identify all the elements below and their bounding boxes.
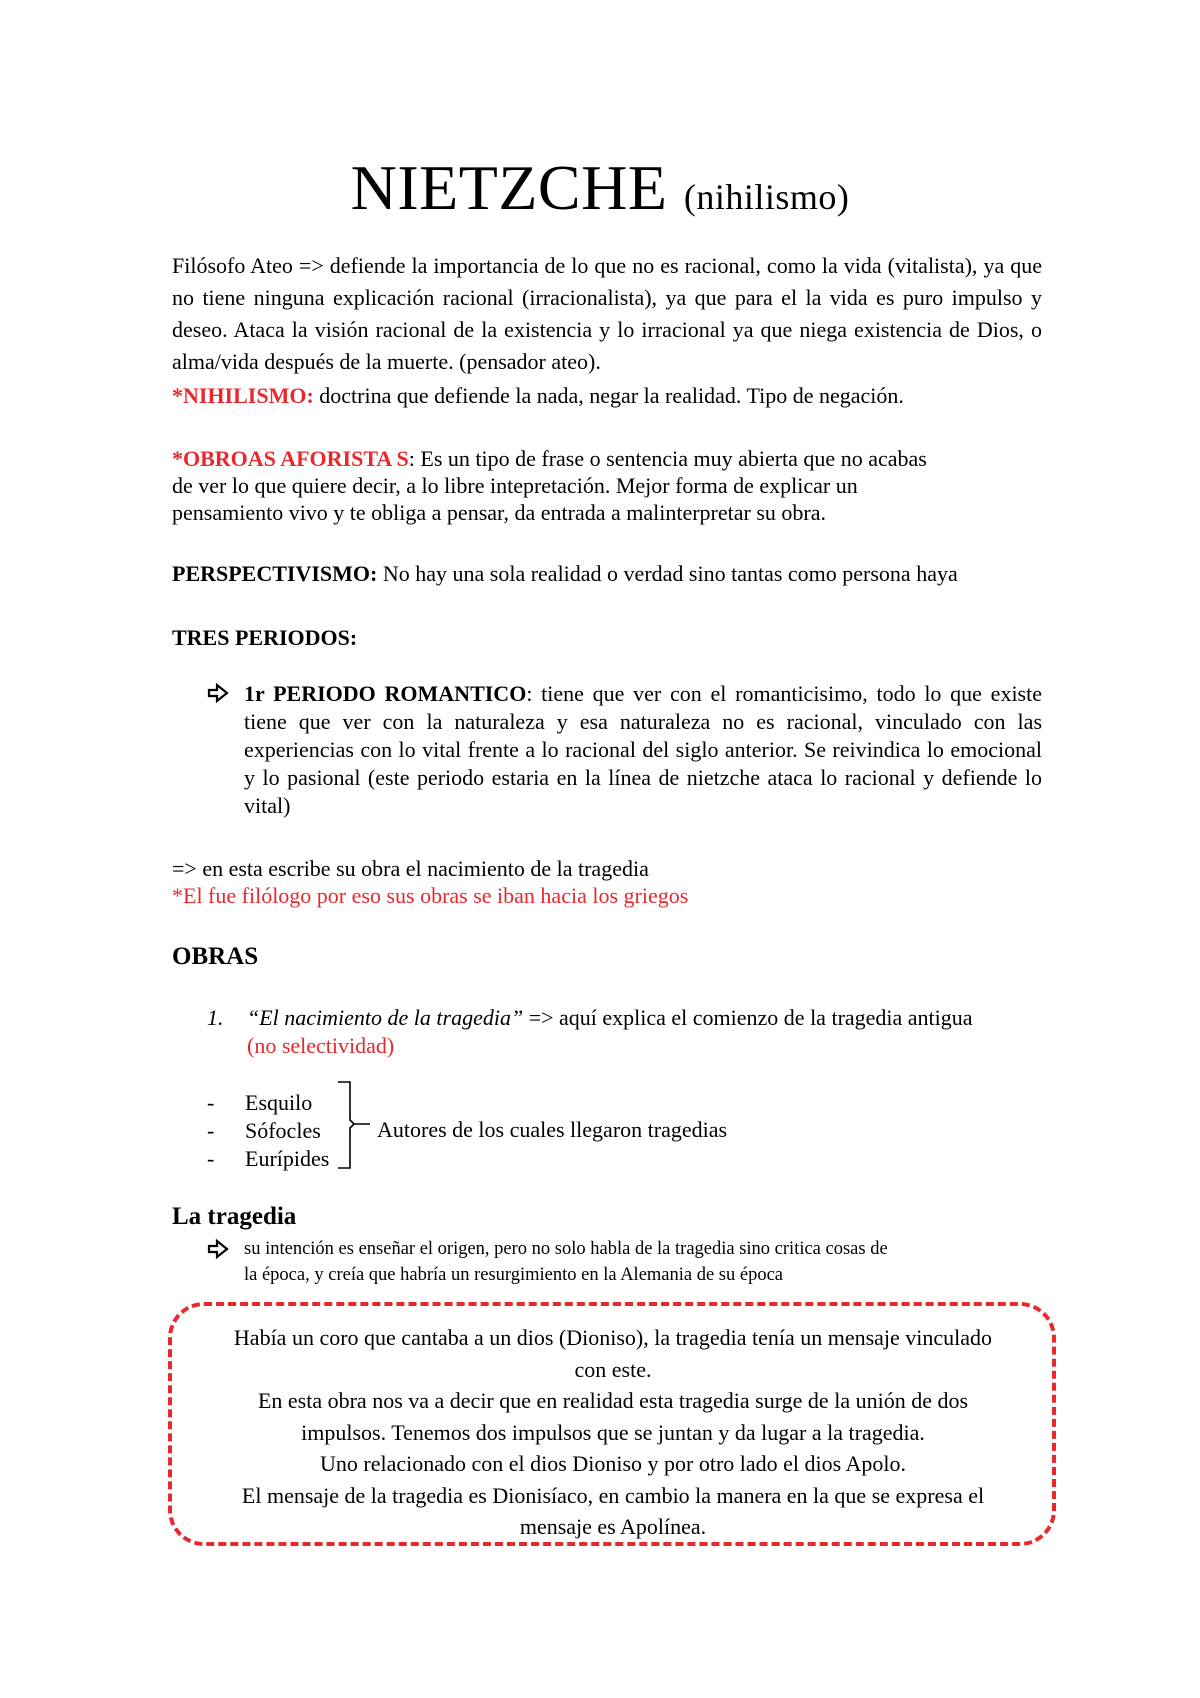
obra-1-note: (no selectividad) <box>247 1033 395 1058</box>
hollow-right-arrow-icon <box>207 682 229 704</box>
nihilismo-text: doctrina que defiende la nada, negar la realidad. Tipo de negación. <box>313 383 904 408</box>
aforismos-line-1: : Es un tipo de frase o sentencia muy abierta que no acabas <box>408 446 927 471</box>
box-line: Había un coro que cantaba a un dios (Dioniso), la tragedia tenía un mensaje vinculado <box>233 1325 993 1350</box>
nihilismo-definition <box>172 382 904 410</box>
box-line: con este. <box>574 1356 652 1382</box>
page-title <box>0 148 1200 237</box>
box-line: El mensaje de la tragedia es Dionisíaco, en cambio la manera en la que se expresa el <box>241 1482 985 1508</box>
periodo-1-item <box>207 680 1042 820</box>
obra-1-title: “El nacimiento de la tragedia” <box>247 1005 524 1030</box>
aforismos-line-3: pensamiento vivo y te obliga a pensar, da entrada a malinterpretar su obra. <box>172 500 826 525</box>
autores-label: Autores de los cuales llegaron tragedias <box>377 1117 728 1142</box>
nacimiento-note: => en esta escribe su obra el nacimiento de la tragedia <box>172 856 649 881</box>
tragedia-heading: La tragedia <box>172 1203 297 1230</box>
autor-esquilo: Esquilo <box>245 1090 313 1115</box>
nihilismo-term: *NIHILISMO: <box>172 383 314 408</box>
tragedia-line-1: su intención es enseñar el origen, pero no solo habla de la tragedia sino critica cosas de <box>244 1239 888 1259</box>
perspectivismo-definition <box>172 560 958 588</box>
obra-1-number: 1. <box>207 1005 224 1030</box>
perspectivismo-text: No hay una sola realidad o verdad sino tantas como persona haya <box>377 561 958 586</box>
aforismos-line-2: de ver lo que quiere decir, a lo libre intepretación. Mejor forma de explicar un <box>172 473 858 498</box>
obra-1-text: => aquí explica el comienzo de la tragedia antigua <box>523 1005 973 1030</box>
obra-1-item <box>207 1004 1047 1060</box>
autor-sofocles: Sófocles <box>245 1118 321 1143</box>
right-brace-icon <box>336 1080 372 1172</box>
title-subtitle: (nihilismo) <box>683 177 850 217</box>
highlight-box-text <box>178 1322 1048 1543</box>
intro-paragraph: Filósofo Ateo => defiende la importancia de lo que no es racional, como la vida (vitalista), ya que no tiene ninguna explicación racional (irracionalista), ya que para el la vida es puro impulso y deseo. Ataca la visión racional de la existencia y lo irracional ya que niega existencia de Dios, o alma/vida después de la muerte. (pensador ateo). <box>172 253 1042 374</box>
filologo-note: *El fue filólogo por eso sus obras se iban hacia los griegos <box>172 883 689 908</box>
obras-heading: OBRAS <box>172 943 259 970</box>
box-line: En esta obra nos va a decir que en realidad esta tragedia surge de la unión de dos <box>257 1388 969 1413</box>
tragedia-line-2: la época, y creía que habría un resurgimiento en la Alemania de su época <box>244 1265 784 1285</box>
perspectivismo-term: PERSPECTIVISMO: <box>172 561 378 586</box>
title-main: NIETZCHE <box>350 152 668 223</box>
autor-euripides: Eurípides <box>245 1146 330 1171</box>
hollow-right-arrow-icon <box>207 1238 229 1260</box>
aforismos-term: *OBROAS AFORISTA S <box>172 446 409 471</box>
box-line: impulsos. Tenemos dos impulsos que se juntan y da lugar a la tragedia. <box>301 1419 925 1445</box>
periodos-heading: TRES PERIODOS: <box>172 625 358 650</box>
box-line: mensaje es Apolínea. <box>519 1514 707 1539</box>
periodo-1-term: 1r PERIODO ROMANTICO <box>244 681 527 706</box>
periodo-1-text: : tiene que ver con el romanticisimo, todo lo que existe tiene que ver con la naturaleza y esa naturaleza no es racional, vinculado con las experiencias con lo vital frente a lo racional del siglo anterior. Se reivindica lo emocional y lo pasional (este periodo estaria en la línea de nietzche ataca lo racional y defiende lo vital) <box>244 681 1042 818</box>
tragedia-item <box>207 1236 1037 1288</box>
box-line: Uno relacionado con el dios Dioniso y por otro lado el dios Apolo. <box>320 1451 906 1476</box>
document-page: NIETZCHE (nihilismo) Filósofo Ateo => defiende la importancia de lo que no es racional, como la vida (vitalista), ya que no tiene ninguna explicación racional (irracionalista), ya que para el la vida es puro impulso y deseo. Ataca la visión racional de la existencia y lo irracional ya que niega existencia de Dios, o alma/vida después de la muerte. (pensador ateo). *NIHILISMO: doctrina que defiende la nada, negar la realidad. Tipo de negación. *OBROAS AFORISTA S: Es un tipo de frase o sentencia muy abierta que no acabas de ver lo que quiere decir, a lo libre intepretación. Mejor forma de explicar un pensamiento vivo y te obliga a pensar, da entrada a malinterpretar su obra. PERSPECTIVISMO: No hay una sola realidad o verdad sino tantas como persona haya TRES PERIODOS: 1r PERIODO ROMANTICO: tiene que ver con el romanticisimo, todo lo que existe tiene que ver con la naturaleza y esa naturaleza no es racional, vinculado con las experiencias con lo vital frente a lo racional del siglo anterior. Se reivindica lo emocional y lo pasional (este periodo estaria en la línea de nietzche ataca lo racional y defiende lo vital) => en esta escribe su obra el nacimiento de la tragedia *El fue filólogo por eso sus obras se iban hacia los griegos OBRAS 1. “El nacimiento de la tragedia” => aquí explica el comienzo de la tragedia antigua (no selectividad) - Esquilo - Sófocles - Eurípides Autores de los cuales llegaron tragedias La tragedia su intención es enseñar el origen, pero no solo habla de la tragedia sino critica cosas de la época, y creía que habría un resurgimiento en la Alemania de su época Había un coro que cantaba a un dios (Dioniso), la tragedia tenía un mensaje vinculado con este. En esta obra nos va a decir que en realidad esta tragedia surge de la unión de dos impulsos. Tenemos dos impulsos que se juntan y da lugar a la tragedia. Uno relacionado con el dios Dioniso y por otro lado el dios Apolo. El mensaje de la tragedia es Dionisíaco, en cambio la manera en la que se expresa el mensaje es Apolínea. <box>0 0 1200 1698</box>
